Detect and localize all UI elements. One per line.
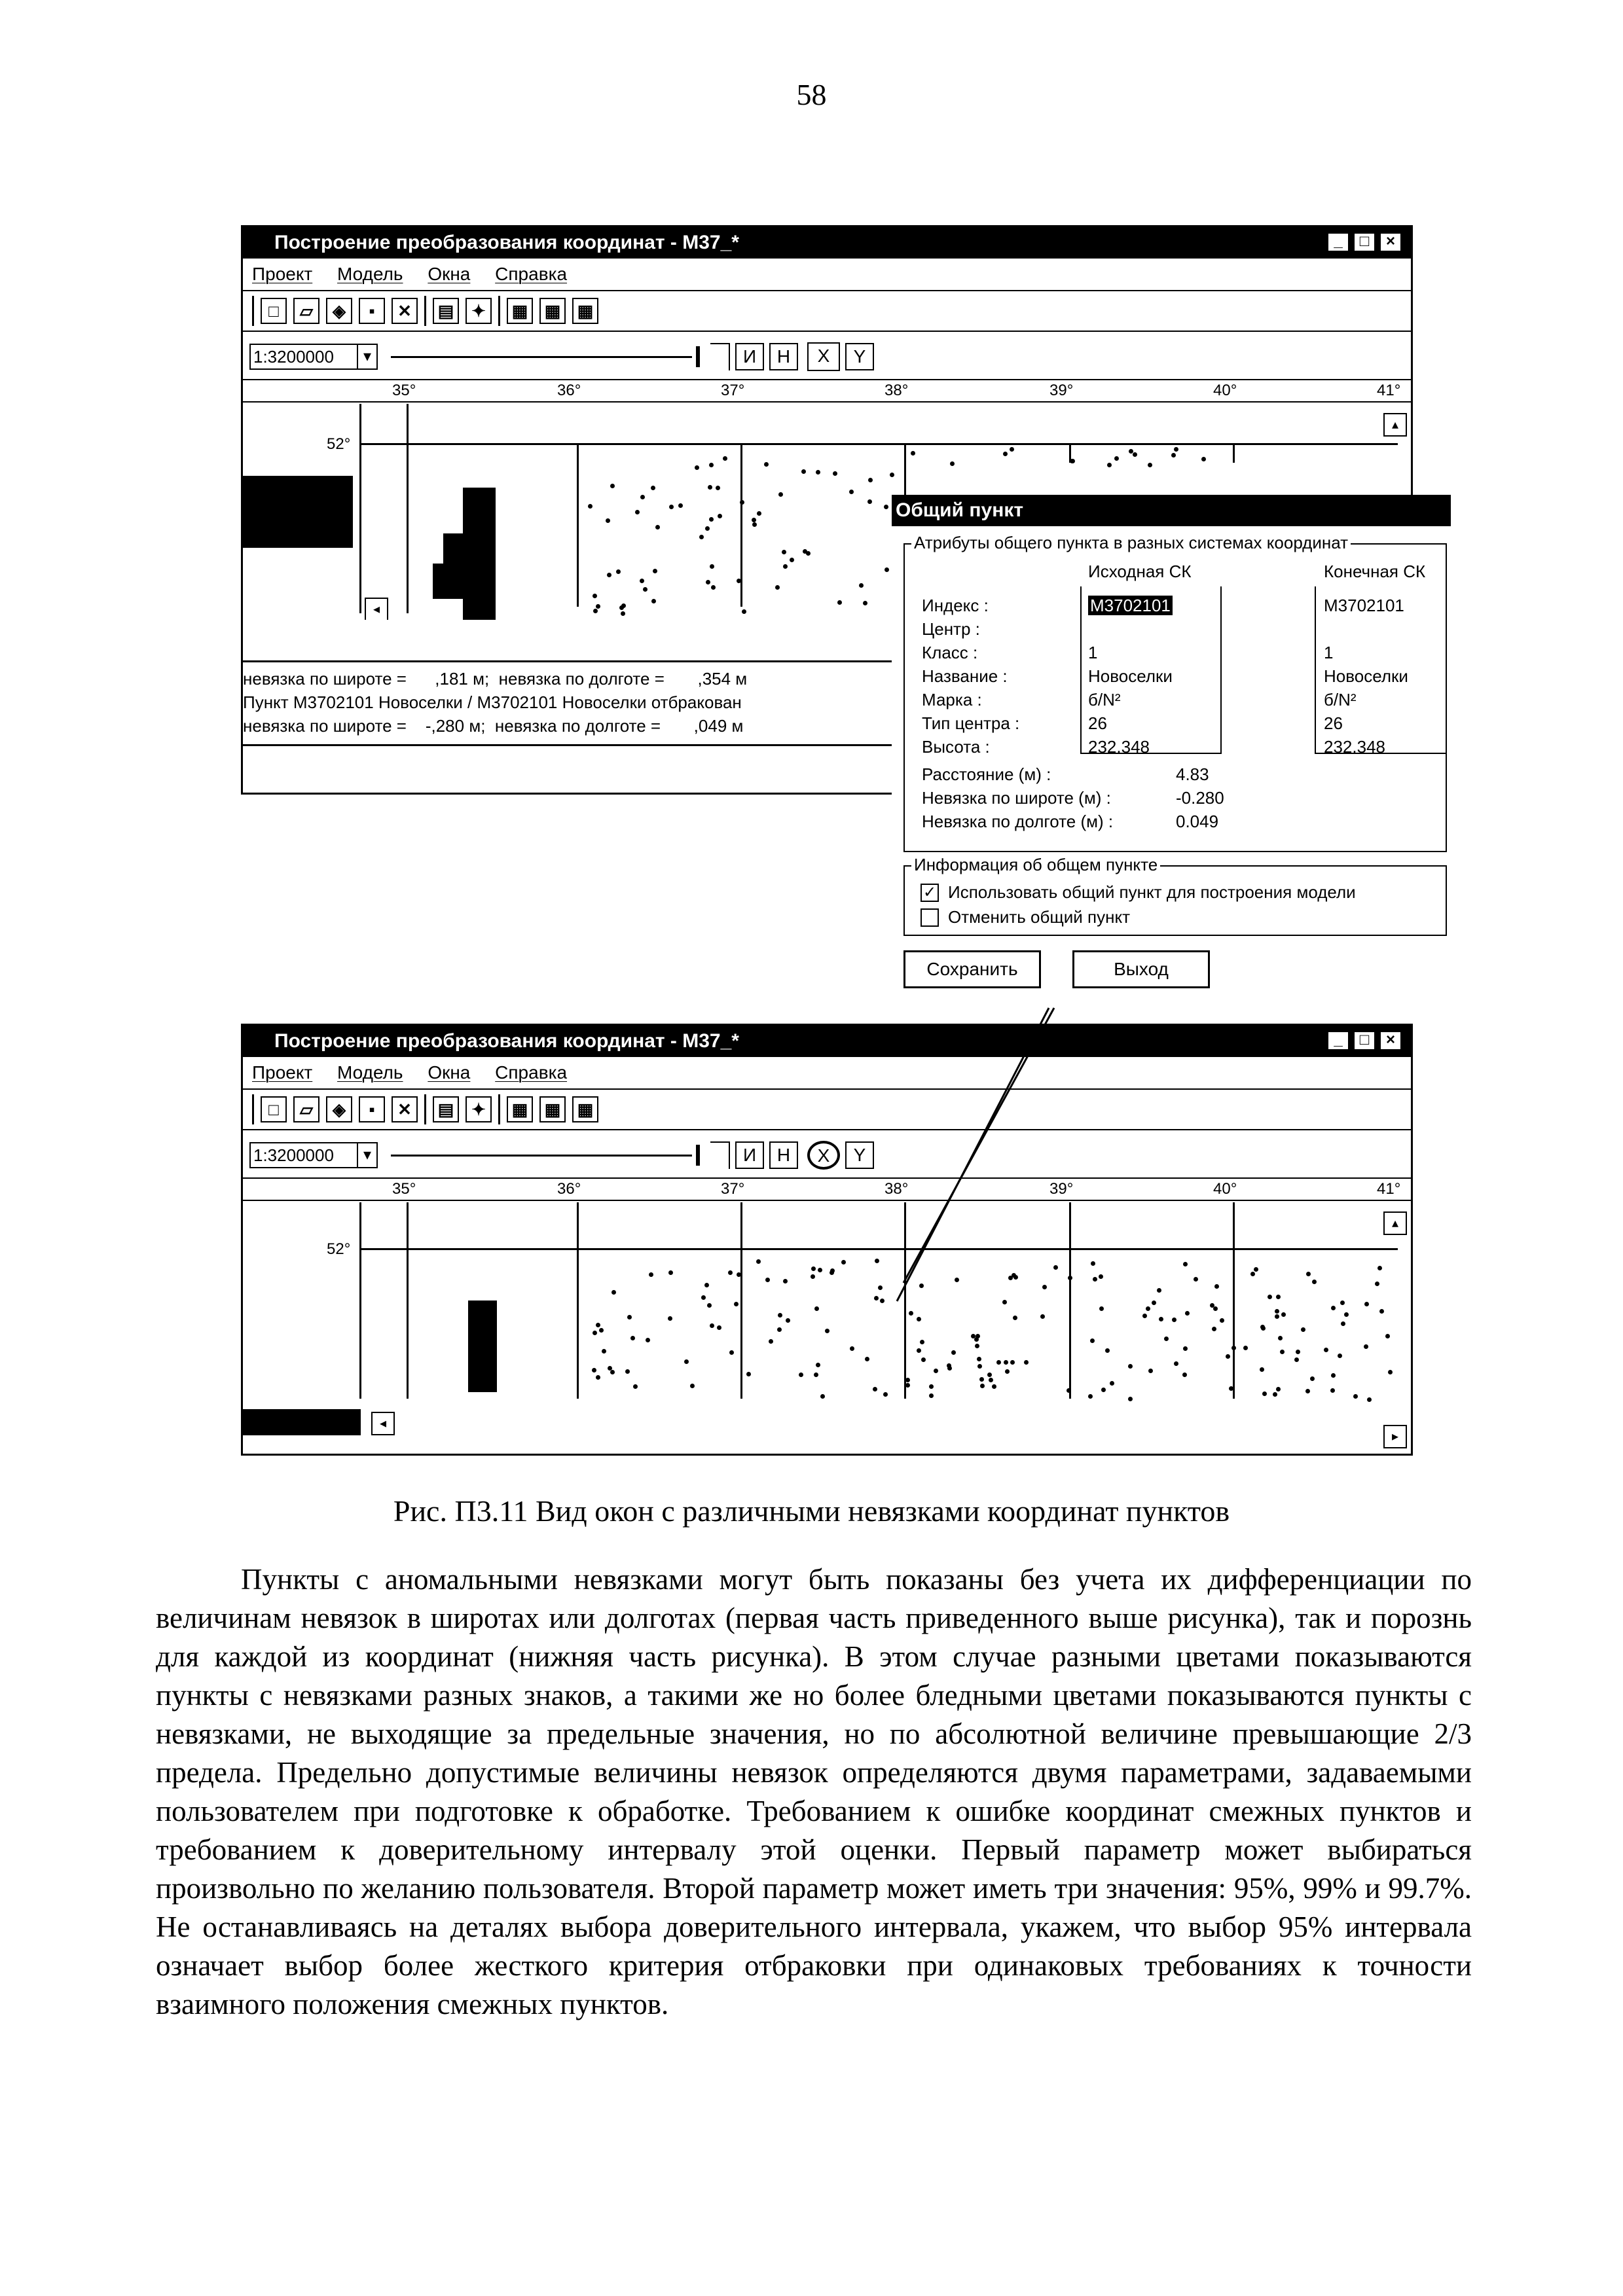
save-icon[interactable]: ▪: [359, 298, 385, 324]
log-line-2: Пункт М3702101 Новоселки / М3702101 Новоселки отбракован: [243, 692, 742, 712]
lon-41: 41°: [1377, 1180, 1401, 1198]
minimize-button[interactable]: _: [1327, 1031, 1349, 1050]
toggle-x[interactable]: X: [807, 342, 840, 371]
close-button[interactable]: ×: [1379, 232, 1402, 252]
source-index-field[interactable]: М3702101: [1088, 593, 1173, 618]
col-source-header: Исходная СК: [1088, 562, 1192, 581]
report-icon-2[interactable]: ▦: [539, 1096, 566, 1122]
scroll-left-button[interactable]: ◂: [365, 598, 388, 620]
target-height-field[interactable]: 232.348: [1324, 737, 1385, 757]
target-name-field[interactable]: Новоселки: [1324, 666, 1408, 686]
close-button[interactable]: ×: [1379, 1031, 1402, 1050]
target-class-field[interactable]: 1: [1324, 643, 1334, 662]
lon-38: 38°: [884, 382, 909, 399]
menu-windows[interactable]: Окна: [428, 1062, 471, 1083]
lon-37: 37°: [721, 382, 745, 399]
menu-project[interactable]: Проект: [252, 1062, 313, 1083]
label-height: Высота :: [922, 737, 990, 757]
lat-52: 52°: [327, 1240, 351, 1258]
target-mark-field[interactable]: б/N²: [1324, 690, 1357, 709]
minimize-button[interactable]: _: [1327, 232, 1349, 252]
lon-36: 36°: [557, 382, 581, 399]
menu-help[interactable]: Справка: [495, 1062, 568, 1083]
report-icon-2[interactable]: ▦: [539, 298, 566, 324]
properties-icon[interactable]: ◈: [326, 1096, 352, 1122]
toggle-y[interactable]: Y: [845, 343, 874, 370]
properties-icon[interactable]: ◈: [326, 298, 352, 324]
label-index: Индекс :: [922, 596, 989, 615]
page-number: 58: [796, 78, 827, 111]
toggle-i[interactable]: И: [735, 1141, 764, 1169]
lon-38: 38°: [884, 1180, 909, 1198]
open-folder-icon[interactable]: ▱: [293, 1096, 319, 1122]
log-line-1: невязка по широте = ,181 м; невязка по долготе = ,354 м: [243, 669, 748, 689]
maximize-button[interactable]: □: [1353, 1031, 1376, 1050]
toggle-n[interactable]: Н: [769, 343, 798, 370]
toggle-n[interactable]: Н: [769, 1141, 798, 1169]
log-line-3: невязка по широте = -,280 м; невязка по долготе = ,049 м: [243, 716, 744, 736]
lon-36: 36°: [557, 1180, 581, 1198]
lat-52: 52°: [327, 435, 351, 453]
maximize-button[interactable]: □: [1353, 232, 1376, 252]
target-center-type-field[interactable]: 26: [1324, 713, 1343, 733]
attributes-group-label: Атрибуты общего пункта в разных системах координат: [911, 533, 1351, 552]
window-title-bottom: Построение преобразования координат - М37_*: [243, 1026, 1411, 1057]
lon-40: 40°: [1213, 1180, 1237, 1198]
lon-35: 35°: [392, 1180, 416, 1198]
use-point-label: Использовать общий пункт для построения модели: [948, 882, 1356, 902]
toggle-y[interactable]: Y: [845, 1141, 874, 1169]
lat-residual-label: Невязка по широте (м) :: [922, 788, 1111, 808]
label-name: Название :: [922, 666, 1008, 686]
body-paragraph: [156, 1560, 1472, 2024]
report-icon-1[interactable]: ▦: [507, 1096, 533, 1122]
scroll-up-button[interactable]: ▴: [1383, 1211, 1407, 1235]
lon-40: 40°: [1213, 382, 1237, 399]
figure-caption: Рис. П3.11 Вид окон с различными невязками координат пунктов: [393, 1494, 1230, 1528]
delete-icon[interactable]: ✕: [392, 1096, 418, 1122]
source-mark-field[interactable]: б/N²: [1088, 690, 1121, 709]
menu-windows[interactable]: Окна: [428, 264, 471, 284]
paragraph-text: Пункты с аномальными невязками могут быть показаны без учета их дифференциации по величинам невязок в широтах или долготах (первая часть приведенного выше рисунка), так и порознь для каждой из координат (нижняя часть рисунка). В этом случае разными цветами показываются пункты с невязками разных знаков, а такими же но более бледными цветами показываются пункты с невязками, не выходящие за предельные значения, но по абсолютной величине превышающие 2/3 предела. Предельно допустимые величины невязок определяются двумя параметрами, задаваемыми пользователем при подготовке к обработке. Требованием к ошибке координат смежных пунктов и требованием к доверительному интервалу этой оценки. Первый параметр может выбираться произвольно по желанию пользователя. Второй параметр может иметь три значения: 95%, 99% и 99.7%. Не останавливаясь на деталях выбора доверительного интервала, укажем, что выбор 95% интервала означает выбор более жесткого критерия отбраковки при одинаковых требованиях к точности взаимного положения смежных пунктов.: [156, 1563, 1472, 2020]
scale-select[interactable]: 1:3200000 ▾: [249, 1142, 378, 1168]
menu-project[interactable]: Проект: [252, 264, 313, 284]
transform-icon[interactable]: ✦: [465, 298, 492, 324]
save-button[interactable]: Сохранить: [903, 950, 1041, 988]
delete-icon[interactable]: ✕: [392, 298, 418, 324]
source-center-type-field[interactable]: 26: [1088, 713, 1107, 733]
report-icon-3[interactable]: ▦: [572, 298, 598, 324]
label-class: Класс :: [922, 643, 978, 662]
new-file-icon[interactable]: □: [261, 1096, 287, 1122]
report-icon-3[interactable]: ▦: [572, 1096, 598, 1122]
lon-41: 41°: [1377, 382, 1401, 399]
dialog-title: Общий пункт: [892, 495, 1451, 526]
label-center-type: Тип центра :: [922, 713, 1020, 733]
report-icon-1[interactable]: ▦: [507, 298, 533, 324]
source-height-field[interactable]: 232.348: [1088, 737, 1150, 757]
exit-button[interactable]: Выход: [1072, 950, 1210, 988]
lat-residual-value: -0.280: [1176, 788, 1224, 808]
new-file-icon[interactable]: □: [261, 298, 287, 324]
window-title: Построение преобразования координат - М37_*: [243, 227, 1411, 259]
transform-icon[interactable]: ✦: [465, 1096, 492, 1122]
target-index-field[interactable]: М3702101: [1324, 596, 1404, 615]
scroll-left-button[interactable]: ◂: [371, 1412, 395, 1435]
lon-residual-label: Невязка по долготе (м) :: [922, 812, 1114, 831]
lon-39: 39°: [1049, 382, 1074, 399]
use-point-checkbox[interactable]: ✓: [921, 884, 939, 902]
source-name-field[interactable]: Новоселки: [1088, 666, 1173, 686]
distance-value: 4.83: [1176, 764, 1209, 784]
calculator-icon[interactable]: ▤: [433, 1096, 459, 1122]
menu-model[interactable]: Модель: [337, 264, 403, 284]
lon-35: 35°: [392, 382, 416, 399]
label-mark: Марка :: [922, 690, 982, 709]
lon-residual-value: 0.049: [1176, 812, 1219, 831]
open-folder-icon[interactable]: ▱: [293, 298, 319, 324]
scroll-up-button[interactable]: ▴: [1383, 413, 1407, 437]
cancel-point-label: Отменить общий пункт: [948, 907, 1131, 927]
lon-39: 39°: [1049, 1180, 1074, 1198]
toggle-x-highlighted[interactable]: X: [807, 1141, 840, 1170]
toggle-i[interactable]: И: [735, 343, 764, 370]
save-icon[interactable]: ▪: [359, 1096, 385, 1122]
col-target-header: Конечная СК: [1324, 562, 1426, 581]
calculator-icon[interactable]: ▤: [433, 298, 459, 324]
menu-model[interactable]: Модель: [337, 1062, 403, 1083]
scroll-right-button[interactable]: ▸: [1383, 1425, 1407, 1448]
label-center: Центр :: [922, 619, 980, 639]
scale-select[interactable]: 1:3200000 ▾: [249, 344, 378, 370]
menu-help[interactable]: Справка: [495, 264, 568, 284]
lon-37: 37°: [721, 1180, 745, 1198]
source-class-field[interactable]: 1: [1088, 643, 1098, 662]
info-group-label: Информация об общем пункте: [911, 855, 1160, 874]
distance-label: Расстояние (м) :: [922, 764, 1051, 784]
